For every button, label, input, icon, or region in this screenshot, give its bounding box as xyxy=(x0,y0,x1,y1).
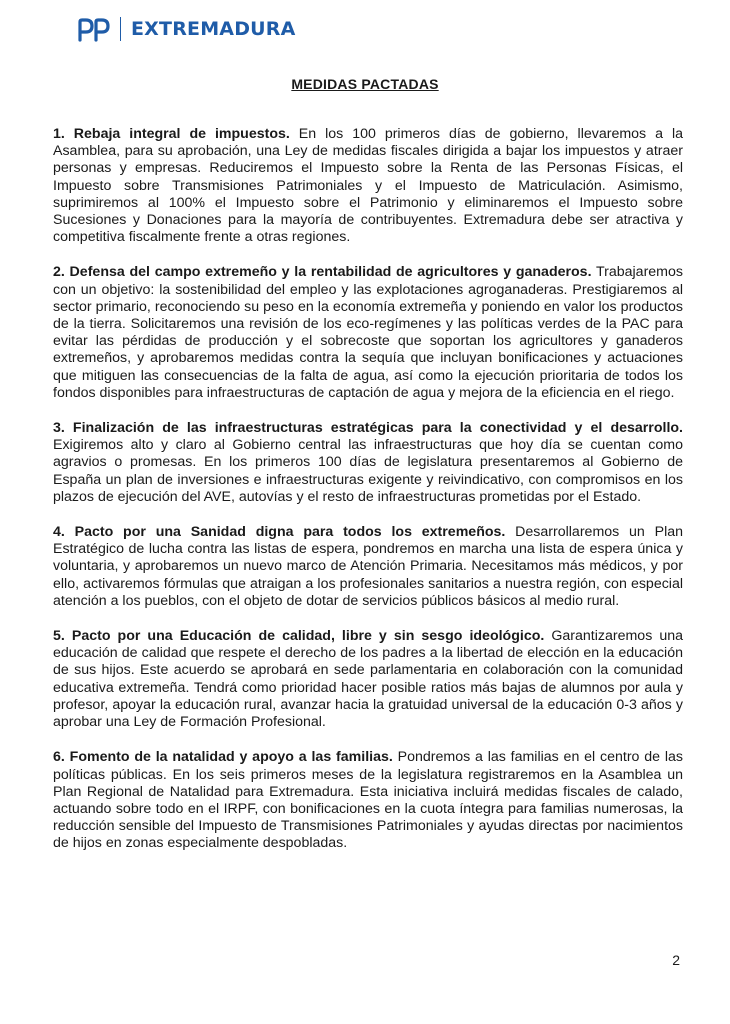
measure-5 xyxy=(53,628,683,731)
logo-divider xyxy=(120,17,121,41)
pp-logo-icon xyxy=(76,16,114,42)
document-title xyxy=(0,76,730,94)
measure-heading: 3. Finalización de las infraestructuras estratégicas para la conectividad y el desarrollo. xyxy=(53,420,683,437)
measure-body: En los 100 primeros días de gobierno, llevaremos a la Asamblea, para su aprobación, una Ley de medidas fiscales dirigida a bajar los impuestos y atraer personas y empresas. Reduciremos el Impuesto sobre la Renta de las Personas Físicas, el Impuesto sobre Transmisiones Patrimoniales y el Impuesto de Matriculación. Asimismo, suprimiremos al 100% el Impuesto sobre el Patrimonio y eliminaremos el Impuesto sobre Sucesiones y Donaciones para la mayoría de contribuyentes. Extremadura debe ser atractiva y competitiva fiscalmente frente a otras regiones. xyxy=(53,126,683,246)
measure-4 xyxy=(53,524,683,610)
logo-text: EXTREMADURA xyxy=(131,18,296,40)
measure-6 xyxy=(53,749,683,852)
measure-body: Exigiremos alto y claro al Gobierno central las infraestructuras que hoy día se cuentan como agravios o promesas. En los primeros 100 días de legislatura presentaremos al Gobierno de España un plan de inversiones e infraestructuras exigente y reivindicativo, con compromisos en los plazos de ejecución del AVE, autovías y el resto de infraestructuras prometidas por el Estado. xyxy=(53,437,683,505)
measures-list xyxy=(53,126,683,871)
measure-2 xyxy=(53,264,683,402)
page-number: 2 xyxy=(672,952,680,968)
document-title-text: MEDIDAS PACTADAS xyxy=(291,76,439,92)
measure-body: Desarrollaremos un Plan Estratégico de lucha contra las listas de espera, pondremos en marcha una lista de espera única y voluntaria, y aprobaremos un nuevo marco de Atención Primaria. Necesitamos más médicos, y por ello, activaremos fórmulas que atraigan a los profesionales sanitarios a nuestra región, con especial atención a los pueblos, con el objeto de dotar de servicios públicos básicos al medio rural. xyxy=(53,524,684,609)
page-header xyxy=(76,14,296,44)
measure-heading: 2. Defensa del campo extremeño y la rentabilidad de agricultores y ganaderos. xyxy=(53,264,592,281)
measure-3 xyxy=(53,420,683,506)
measure-heading: 6. Fomento de la natalidad y apoyo a las familias. xyxy=(53,749,393,766)
measure-body: Garantizaremos una educación de calidad que respete el derecho de los padres a la libertad de elección en la educación de sus hijos. Este acuerdo se aprobará en sede parlamentaria en colaboración con la comunidad educativa extremeña. Tendrá como prioridad hacer posible ratios más bajas de alumnos por aula y profesor, apoyar la educación rural, avanzar hacia la gratuidad universal de la educación 0-3 años y aprobar una Ley de Formación Profesional. xyxy=(53,628,684,731)
measure-heading: 1. Rebaja integral de impuestos. xyxy=(53,126,290,142)
measure-heading: 4. Pacto por una Sanidad digna para todos los extremeños. xyxy=(53,524,506,541)
measure-heading: 5. Pacto por una Educación de calidad, libre y sin sesgo ideológico. xyxy=(53,628,545,645)
measure-body: Pondremos a las familias en el centro de las políticas públicas. En los seis primeros meses de la legislatura registraremos en la Asamblea un Plan Regional de Natalidad para Extremadura. Esta iniciativa incluirá medidas fiscales de calado, actuando sobre todo en el IRPF, con bonificaciones en la cuota íntegra para familias numerosas, la reducción sensible del Impuesto de Transmisiones Patrimoniales y ayudas directas por nacimientos de hijos en zonas especialmente despobladas. xyxy=(53,749,683,852)
measure-body: Trabajaremos con un objetivo: la sostenibilidad del empleo y las explotaciones agroganaderas. Prestigiaremos al sector primario, reconociendo su peso en la economía extremeña y poniendo en valor los productos de la tierra. Solicitaremos una revisión de los eco-regímenes y las políticas verdes de la PAC para evitar las pérdidas de producción y el sobrecoste que soportan los agricultores y ganaderos extremeños, y aprobaremos medidas contra la sequía que incluyan bonificaciones y actuaciones que mitiguen las consecuencias de la falta de agua, así como la ejecución prioritaria de todos los fondos disponibles para infraestructuras de captación de agua y mejora de la eficiencia en el riego. xyxy=(53,264,683,401)
measure-1 xyxy=(53,126,683,246)
